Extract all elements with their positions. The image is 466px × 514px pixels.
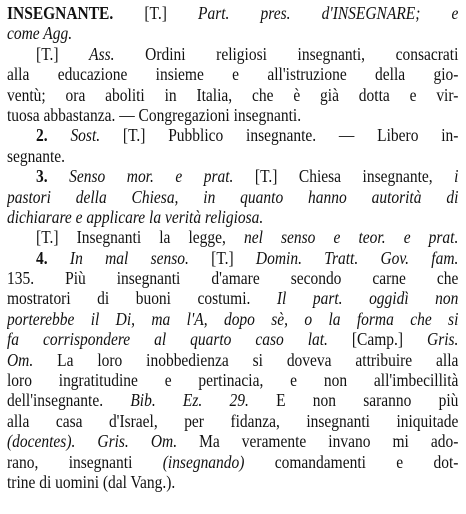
citation: Bib. — [130, 390, 156, 411]
word: che — [251, 84, 274, 105]
text-line-11 — [7, 207, 404, 227]
citation: Gris. — [427, 329, 459, 350]
word: in — [203, 186, 216, 207]
word: aboliti — [105, 84, 145, 105]
word: al — [154, 329, 167, 350]
citation: Gris. — [97, 431, 129, 452]
word: e — [396, 451, 404, 472]
word: consacrati — [395, 43, 459, 64]
word: corrispondere — [42, 329, 131, 350]
word: quanto — [240, 186, 284, 207]
word: prat. — [203, 166, 234, 187]
word: forma — [356, 308, 394, 329]
word: senso. — [150, 247, 189, 268]
word: prat. — [428, 227, 459, 248]
word: più — [438, 390, 459, 411]
word: veramente — [241, 431, 307, 452]
word: e — [175, 166, 183, 187]
word: si — [448, 308, 459, 329]
word: per — [184, 410, 204, 431]
word: casa — [55, 410, 83, 431]
citation: Domin. — [255, 247, 302, 268]
text-line-3 — [7, 44, 458, 64]
word: della — [375, 64, 406, 85]
source-tag: [T.] — [36, 43, 59, 64]
word: In — [69, 247, 83, 268]
text-line-16 — [7, 309, 458, 329]
word: doveva — [286, 349, 332, 370]
text-line-5 — [7, 85, 458, 105]
source-tag: [T.] — [122, 125, 146, 146]
word: in- — [441, 125, 459, 146]
headword: INSEGNANTE. — [7, 3, 114, 23]
word: comandamenti — [274, 451, 366, 472]
text-line-2 — [7, 23, 404, 43]
word: all'istruzione — [267, 64, 347, 85]
word: senso — [281, 227, 316, 248]
word: non — [323, 370, 348, 391]
word: — — [338, 125, 355, 146]
word: religiosi — [216, 43, 267, 64]
word: di — [97, 288, 110, 309]
word: dell'insegnante. — [7, 390, 104, 411]
word: alla — [436, 349, 459, 370]
word: ingratitudine — [58, 370, 138, 391]
word: non — [312, 390, 337, 411]
text-line-4 — [7, 64, 458, 84]
word: carne — [372, 268, 406, 289]
word: gio- — [433, 64, 459, 85]
text-line-9 — [7, 166, 458, 186]
word: sè, — [271, 308, 289, 329]
word: Ordini — [145, 43, 186, 64]
word: rano, — [7, 451, 39, 472]
word: Part. — [198, 3, 230, 23]
word: educazione — [57, 64, 128, 85]
word: quarto — [190, 329, 232, 350]
word: iniquitade — [396, 410, 459, 431]
word: d'Israel, — [108, 410, 158, 431]
word: porterebbe — [7, 308, 75, 329]
word: di — [446, 186, 459, 207]
source-tag: [Camp.] — [351, 329, 404, 350]
word: teor. — [358, 227, 386, 248]
word: Insegnanti — [76, 227, 142, 248]
word: (insegnando) — [162, 451, 245, 472]
word: in — [164, 84, 177, 105]
word: oggidì — [369, 288, 409, 309]
word: Sost. — [70, 125, 101, 146]
word: dopo — [223, 308, 255, 329]
word: e — [164, 370, 172, 391]
word: nel — [243, 227, 263, 248]
source-tag: [T.] — [36, 227, 59, 248]
text-line-1 — [7, 3, 458, 23]
word: 135. — [7, 268, 35, 289]
word: e — [409, 84, 417, 105]
word: lat. — [307, 329, 328, 350]
text-line-12 — [7, 227, 458, 247]
word: saranno — [363, 390, 412, 411]
word: la — [328, 308, 341, 329]
sense-number: 4. — [36, 247, 48, 268]
word: ado- — [430, 431, 459, 452]
text-line-19 — [7, 370, 458, 390]
text-line-8 — [7, 146, 404, 166]
word: insegnante. — [246, 125, 317, 146]
word: e — [333, 227, 341, 248]
citation: fam. — [431, 247, 459, 268]
word: e — [451, 3, 459, 23]
line-text: dichiarare e applicare la verità religiosa. — [7, 206, 264, 227]
word: e — [403, 227, 411, 248]
citation: Ez. — [182, 390, 203, 411]
citation: Om. — [7, 349, 34, 370]
text-line-14 — [7, 268, 458, 288]
word: Più — [65, 268, 86, 289]
text-line-20 — [7, 390, 458, 410]
text-line-13 — [7, 248, 458, 268]
text-line-15 — [7, 288, 458, 308]
word: Pubblico — [168, 125, 224, 146]
text-line-22 — [7, 431, 458, 451]
word: Senso — [69, 166, 106, 187]
text-line-21 — [7, 411, 458, 431]
word: e — [232, 64, 240, 85]
word: Libero — [377, 125, 419, 146]
word: è — [293, 84, 301, 105]
text-line-10 — [7, 187, 458, 207]
word: insegnanti — [116, 268, 181, 289]
word: vir- — [436, 84, 459, 105]
word: insegnanti — [68, 451, 133, 472]
text-line-24 — [7, 472, 404, 492]
word: all'imbecillità — [373, 370, 459, 391]
text-line-6 — [7, 105, 404, 125]
source-tag: [T.] — [144, 3, 167, 23]
source-tag: [T.] — [211, 247, 234, 268]
word: mal — [105, 247, 129, 268]
text-line-7 — [7, 125, 458, 145]
word: l'A, — [186, 308, 208, 329]
word: dotta — [358, 84, 390, 105]
word: inobbedienza — [146, 349, 229, 370]
word: secondo — [290, 268, 342, 289]
word: ma — [151, 308, 171, 329]
word: loro — [7, 370, 32, 391]
word: Ma — [199, 431, 220, 452]
word: autorità — [371, 186, 422, 207]
citation: 29. — [229, 390, 249, 411]
sense-number: 3. — [36, 166, 48, 187]
word: Il — [276, 288, 287, 309]
line-text: trine di uomini (dal Vang.). — [7, 471, 176, 492]
citation: Gov. — [380, 247, 410, 268]
word: insegnanti, — [297, 43, 366, 64]
word: i — [454, 166, 459, 187]
word: ventù; — [7, 84, 46, 105]
word: mor. — [126, 166, 154, 187]
sense-number: 2. — [36, 125, 48, 146]
word: ora — [65, 84, 86, 105]
word: che — [410, 308, 432, 329]
word: insegnanti — [306, 410, 370, 431]
word: fidanza, — [230, 410, 280, 431]
word: hanno — [308, 186, 347, 207]
word: e — [290, 370, 298, 391]
word: Chiesa — [298, 166, 342, 187]
word: costumi. — [197, 288, 251, 309]
word: legge, — [188, 227, 226, 248]
word: la — [159, 227, 171, 248]
word: La — [57, 349, 74, 370]
word: part. — [312, 288, 343, 309]
word: caso — [255, 329, 284, 350]
citation: Tratt. — [324, 247, 359, 268]
grammar-note: come Agg. — [7, 23, 73, 44]
text-line-17 — [7, 329, 458, 349]
citation: Om. — [150, 431, 178, 452]
cross-reference: d'INSEGNARE; — [321, 3, 421, 23]
word: E — [276, 390, 286, 411]
word: che — [436, 268, 459, 289]
word: alla — [7, 410, 30, 431]
word: attribuire — [355, 349, 413, 370]
word: d'amare — [211, 268, 260, 289]
word: mostratori — [7, 288, 71, 309]
word: alla — [7, 64, 30, 85]
word: dot- — [433, 451, 459, 472]
word: pertinacia, — [198, 370, 264, 391]
word: o — [304, 308, 313, 329]
word: Ass. — [89, 43, 115, 64]
line-text: tuosa abbastanza. — Congregazioni insegnanti. — [7, 104, 302, 125]
word: pres. — [260, 3, 291, 23]
word: pastori — [7, 186, 51, 207]
word: insieme — [155, 64, 204, 85]
source-tag: [T.] — [254, 166, 278, 187]
word: si — [252, 349, 263, 370]
word: Di, — [115, 308, 136, 329]
line-text: segnante. — [7, 145, 66, 166]
word: Chiesa, — [131, 186, 179, 207]
word: della — [75, 186, 107, 207]
word: buoni — [135, 288, 171, 309]
word: il — [90, 308, 100, 329]
word: (docentes). — [7, 431, 76, 452]
text-line-18 — [7, 350, 458, 370]
text-line-23 — [7, 452, 458, 472]
word: insegnante, — [362, 166, 433, 187]
word: mi — [392, 431, 409, 452]
word: Italia, — [196, 84, 233, 105]
word: loro — [97, 349, 123, 370]
word: già — [320, 84, 339, 105]
word: fa — [7, 329, 20, 350]
word: non — [435, 288, 459, 309]
word: invano — [328, 431, 371, 452]
